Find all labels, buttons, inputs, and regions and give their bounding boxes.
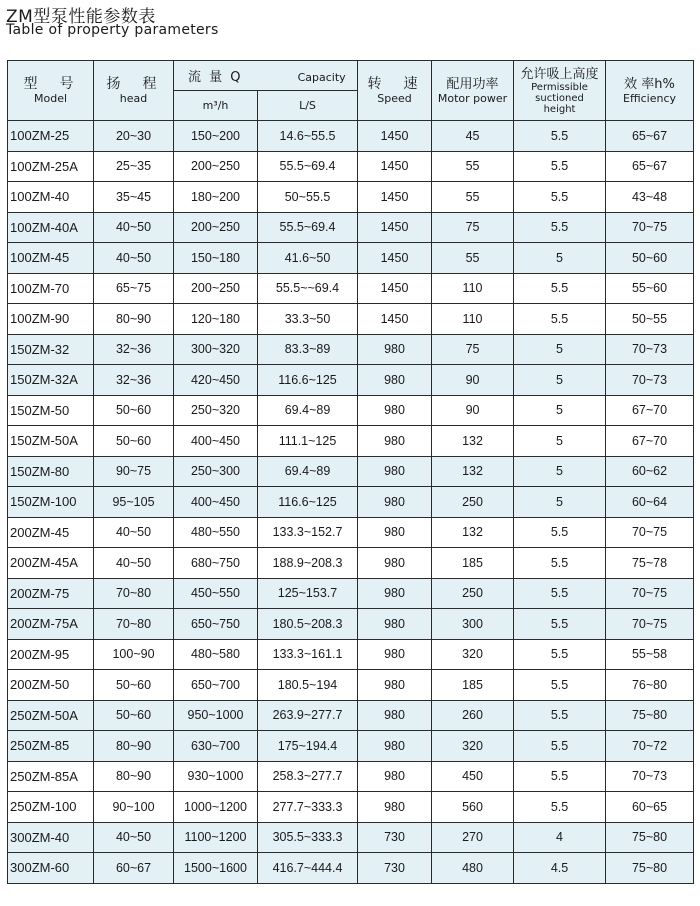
cell-head: 80~90 — [94, 304, 174, 335]
cell-suction-height: 5.5 — [514, 700, 606, 731]
cell-suction-height: 5.5 — [514, 639, 606, 670]
cell-head: 90~75 — [94, 456, 174, 487]
cell-model: 200ZM-45 — [8, 517, 94, 548]
cell-efficiency: 65~67 — [606, 151, 694, 182]
cell-model: 150ZM-32 — [8, 334, 94, 365]
cell-speed: 730 — [358, 822, 432, 853]
cell-speed: 980 — [358, 578, 432, 609]
cell-model: 150ZM-80 — [8, 456, 94, 487]
header-head-en: head — [119, 92, 148, 105]
cell-speed: 980 — [358, 792, 432, 823]
header-capacity-ls: L/S — [258, 91, 358, 121]
cell-model: 100ZM-25A — [8, 151, 94, 182]
cell-motor-power: 90 — [432, 395, 514, 426]
cell-capacity-m3h: 400~450 — [174, 426, 258, 457]
cell-capacity-m3h: 200~250 — [174, 151, 258, 182]
cell-motor-power: 320 — [432, 731, 514, 762]
cell-efficiency: 76~80 — [606, 670, 694, 701]
cell-head: 50~60 — [94, 670, 174, 701]
cell-head: 50~60 — [94, 395, 174, 426]
cell-capacity-m3h: 480~580 — [174, 639, 258, 670]
table-row — [8, 792, 694, 823]
cell-efficiency: 67~70 — [606, 395, 694, 426]
cell-suction-height: 5.5 — [514, 761, 606, 792]
cell-suction-height: 5.5 — [514, 182, 606, 213]
cell-head: 35~45 — [94, 182, 174, 213]
cell-head: 40~50 — [94, 548, 174, 579]
cell-suction-height: 5 — [514, 456, 606, 487]
cell-efficiency: 50~55 — [606, 304, 694, 335]
table-row — [8, 761, 694, 792]
cell-motor-power: 75 — [432, 334, 514, 365]
cell-motor-power: 132 — [432, 456, 514, 487]
header-head — [94, 61, 174, 121]
cell-motor-power: 45 — [432, 121, 514, 152]
header-motor-power-en: Motor power — [437, 91, 508, 105]
cell-capacity-ls: 111.1~125 — [258, 426, 358, 457]
cell-capacity-ls: 133.3~152.7 — [258, 517, 358, 548]
cell-efficiency: 60~64 — [606, 487, 694, 518]
cell-model: 100ZM-45 — [8, 243, 94, 274]
cell-capacity-ls: 116.6~125 — [258, 487, 358, 518]
cell-capacity-m3h: 650~750 — [174, 609, 258, 640]
page-subtitle: Table of property parameters — [6, 22, 219, 38]
cell-suction-height: 5.5 — [514, 304, 606, 335]
cell-motor-power: 55 — [432, 243, 514, 274]
cell-efficiency: 70~72 — [606, 731, 694, 762]
cell-speed: 980 — [358, 334, 432, 365]
cell-capacity-m3h: 1100~1200 — [174, 822, 258, 853]
cell-speed: 1450 — [358, 121, 432, 152]
cell-capacity-ls: 180.5~194 — [258, 670, 358, 701]
cell-head: 95~105 — [94, 487, 174, 518]
cell-capacity-m3h: 200~250 — [174, 273, 258, 304]
cell-suction-height: 5.5 — [514, 609, 606, 640]
cell-motor-power: 55 — [432, 151, 514, 182]
cell-capacity-m3h: 250~320 — [174, 395, 258, 426]
cell-speed: 980 — [358, 487, 432, 518]
cell-speed: 980 — [358, 548, 432, 579]
cell-capacity-ls: 55.5~69.4 — [258, 151, 358, 182]
table-row — [8, 853, 694, 884]
table-row — [8, 487, 694, 518]
table-row — [8, 548, 694, 579]
table-row — [8, 731, 694, 762]
cell-suction-height: 4 — [514, 822, 606, 853]
header-capacity — [174, 61, 358, 91]
cell-head: 32~36 — [94, 334, 174, 365]
cell-model: 200ZM-75 — [8, 578, 94, 609]
cell-speed: 980 — [358, 517, 432, 548]
header-head-cn: 扬 程 — [106, 76, 161, 92]
cell-model: 250ZM-85A — [8, 761, 94, 792]
cell-capacity-m3h: 300~320 — [174, 334, 258, 365]
table-row — [8, 609, 694, 640]
header-suction — [514, 61, 606, 121]
table-row — [8, 456, 694, 487]
table-row — [8, 700, 694, 731]
cell-efficiency: 43~48 — [606, 182, 694, 213]
cell-capacity-ls: 305.5~333.3 — [258, 822, 358, 853]
table-row — [8, 426, 694, 457]
cell-capacity-m3h: 950~1000 — [174, 700, 258, 731]
cell-speed: 980 — [358, 365, 432, 396]
cell-capacity-ls: 188.9~208.3 — [258, 548, 358, 579]
cell-head: 100~90 — [94, 639, 174, 670]
cell-capacity-m3h: 200~250 — [174, 212, 258, 243]
cell-motor-power: 260 — [432, 700, 514, 731]
cell-head: 90~100 — [94, 792, 174, 823]
cell-head: 40~50 — [94, 243, 174, 274]
cell-motor-power: 110 — [432, 304, 514, 335]
cell-speed: 1450 — [358, 304, 432, 335]
cell-efficiency: 75~78 — [606, 548, 694, 579]
cell-head: 40~50 — [94, 517, 174, 548]
cell-model: 150ZM-100 — [8, 487, 94, 518]
table-row — [8, 212, 694, 243]
cell-capacity-ls: 180.5~208.3 — [258, 609, 358, 640]
cell-speed: 1450 — [358, 243, 432, 274]
cell-speed: 980 — [358, 609, 432, 640]
cell-capacity-ls: 14.6~55.5 — [258, 121, 358, 152]
cell-speed: 980 — [358, 456, 432, 487]
table-body — [8, 121, 694, 884]
cell-capacity-m3h: 930~1000 — [174, 761, 258, 792]
cell-suction-height: 5.5 — [514, 151, 606, 182]
cell-capacity-m3h: 400~450 — [174, 487, 258, 518]
cell-model: 300ZM-60 — [8, 853, 94, 884]
table-row — [8, 243, 694, 274]
cell-motor-power: 55 — [432, 182, 514, 213]
cell-motor-power: 450 — [432, 761, 514, 792]
header-suction-en: Permissible suctioned height — [531, 81, 588, 115]
cell-model: 200ZM-45A — [8, 548, 94, 579]
header-model — [8, 61, 94, 121]
cell-efficiency: 70~75 — [606, 517, 694, 548]
cell-speed: 980 — [358, 761, 432, 792]
table-row — [8, 365, 694, 396]
header-model-cn: 型 号 — [23, 76, 78, 92]
header-motor-power-cn: 配用功率 — [446, 76, 499, 92]
cell-capacity-m3h: 680~750 — [174, 548, 258, 579]
cell-suction-height: 5 — [514, 426, 606, 457]
cell-model: 150ZM-32A — [8, 365, 94, 396]
cell-model: 100ZM-25 — [8, 121, 94, 152]
cell-speed: 1450 — [358, 151, 432, 182]
cell-model: 200ZM-95 — [8, 639, 94, 670]
cell-head: 32~36 — [94, 365, 174, 396]
header-suction-cn: 允许吸上高度 — [520, 66, 599, 82]
cell-speed: 730 — [358, 853, 432, 884]
table-row — [8, 395, 694, 426]
cell-efficiency: 75~80 — [606, 853, 694, 884]
cell-capacity-ls: 263.9~277.7 — [258, 700, 358, 731]
cell-suction-height: 4.5 — [514, 853, 606, 884]
cell-suction-height: 5.5 — [514, 792, 606, 823]
table-row — [8, 334, 694, 365]
cell-motor-power: 300 — [432, 609, 514, 640]
cell-efficiency: 70~73 — [606, 761, 694, 792]
cell-suction-height: 5.5 — [514, 670, 606, 701]
cell-capacity-ls: 258.3~277.7 — [258, 761, 358, 792]
cell-capacity-ls: 33.3~50 — [258, 304, 358, 335]
cell-speed: 1450 — [358, 212, 432, 243]
table-row — [8, 670, 694, 701]
cell-efficiency: 70~73 — [606, 334, 694, 365]
page-title: ZM型泵性能参数表 — [6, 7, 156, 27]
property-table — [7, 60, 694, 884]
cell-capacity-ls: 133.3~161.1 — [258, 639, 358, 670]
cell-efficiency: 70~75 — [606, 212, 694, 243]
cell-suction-height: 5 — [514, 395, 606, 426]
cell-model: 200ZM-50 — [8, 670, 94, 701]
header-speed — [358, 61, 432, 121]
cell-motor-power: 75 — [432, 212, 514, 243]
header-model-en: Model — [33, 92, 68, 105]
cell-suction-height: 5 — [514, 334, 606, 365]
cell-capacity-ls: 69.4~89 — [258, 395, 358, 426]
header-motor-power — [432, 61, 514, 121]
header-speed-cn: 转 速 — [367, 76, 422, 92]
cell-head: 80~90 — [94, 761, 174, 792]
cell-efficiency: 70~75 — [606, 609, 694, 640]
cell-efficiency: 55~58 — [606, 639, 694, 670]
cell-capacity-ls: 41.6~50 — [258, 243, 358, 274]
cell-capacity-ls: 69.4~89 — [258, 456, 358, 487]
cell-head: 25~35 — [94, 151, 174, 182]
table-row — [8, 273, 694, 304]
header-capacity-en: Capacity — [297, 71, 346, 84]
cell-suction-height: 5.5 — [514, 121, 606, 152]
cell-head: 65~75 — [94, 273, 174, 304]
header-efficiency — [606, 61, 694, 121]
cell-model: 250ZM-85 — [8, 731, 94, 762]
cell-motor-power: 480 — [432, 853, 514, 884]
cell-capacity-m3h: 630~700 — [174, 731, 258, 762]
cell-motor-power: 132 — [432, 426, 514, 457]
cell-suction-height: 5 — [514, 487, 606, 518]
cell-model: 100ZM-40A — [8, 212, 94, 243]
cell-head: 70~80 — [94, 609, 174, 640]
cell-model: 100ZM-70 — [8, 273, 94, 304]
cell-suction-height: 5.5 — [514, 548, 606, 579]
cell-speed: 1450 — [358, 273, 432, 304]
cell-motor-power: 270 — [432, 822, 514, 853]
cell-head: 40~50 — [94, 212, 174, 243]
cell-suction-height: 5.5 — [514, 578, 606, 609]
cell-motor-power: 320 — [432, 639, 514, 670]
table-row — [8, 151, 694, 182]
cell-capacity-m3h: 480~550 — [174, 517, 258, 548]
cell-model: 250ZM-50A — [8, 700, 94, 731]
cell-speed: 980 — [358, 395, 432, 426]
cell-motor-power: 250 — [432, 578, 514, 609]
cell-model: 200ZM-75A — [8, 609, 94, 640]
cell-head: 20~30 — [94, 121, 174, 152]
cell-capacity-m3h: 1000~1200 — [174, 792, 258, 823]
header-capacity-cn: 流 量 Q — [188, 70, 243, 85]
header-speed-en: Speed — [377, 92, 412, 105]
cell-suction-height: 5.5 — [514, 273, 606, 304]
cell-head: 70~80 — [94, 578, 174, 609]
cell-head: 50~60 — [94, 700, 174, 731]
cell-capacity-m3h: 250~300 — [174, 456, 258, 487]
cell-capacity-ls: 416.7~444.4 — [258, 853, 358, 884]
cell-suction-height: 5.5 — [514, 212, 606, 243]
cell-suction-height: 5 — [514, 365, 606, 396]
cell-head: 80~90 — [94, 731, 174, 762]
cell-model: 100ZM-40 — [8, 182, 94, 213]
cell-speed: 980 — [358, 731, 432, 762]
cell-capacity-ls: 277.7~333.3 — [258, 792, 358, 823]
cell-speed: 980 — [358, 670, 432, 701]
cell-head: 50~60 — [94, 426, 174, 457]
table-row — [8, 121, 694, 152]
cell-capacity-m3h: 450~550 — [174, 578, 258, 609]
cell-efficiency: 75~80 — [606, 822, 694, 853]
cell-suction-height: 5 — [514, 243, 606, 274]
cell-capacity-m3h: 650~700 — [174, 670, 258, 701]
cell-efficiency: 70~73 — [606, 365, 694, 396]
cell-head: 40~50 — [94, 822, 174, 853]
table-row — [8, 304, 694, 335]
cell-head: 60~67 — [94, 853, 174, 884]
cell-efficiency: 60~62 — [606, 456, 694, 487]
cell-capacity-ls: 55.5~~69.4 — [258, 273, 358, 304]
cell-speed: 980 — [358, 639, 432, 670]
cell-model: 250ZM-100 — [8, 792, 94, 823]
cell-capacity-m3h: 420~450 — [174, 365, 258, 396]
cell-suction-height: 5.5 — [514, 517, 606, 548]
cell-capacity-ls: 116.6~125 — [258, 365, 358, 396]
cell-efficiency: 67~70 — [606, 426, 694, 457]
cell-motor-power: 250 — [432, 487, 514, 518]
cell-speed: 1450 — [358, 182, 432, 213]
cell-capacity-ls: 83.3~89 — [258, 334, 358, 365]
table-row — [8, 182, 694, 213]
cell-motor-power: 110 — [432, 273, 514, 304]
cell-capacity-ls: 50~55.5 — [258, 182, 358, 213]
cell-capacity-m3h: 1500~1600 — [174, 853, 258, 884]
cell-suction-height: 5.5 — [514, 731, 606, 762]
table-row — [8, 578, 694, 609]
cell-efficiency: 55~60 — [606, 273, 694, 304]
cell-capacity-ls: 55.5~69.4 — [258, 212, 358, 243]
cell-efficiency: 75~80 — [606, 700, 694, 731]
cell-motor-power: 90 — [432, 365, 514, 396]
cell-efficiency: 70~75 — [606, 578, 694, 609]
table-row — [8, 639, 694, 670]
cell-motor-power: 132 — [432, 517, 514, 548]
header-efficiency-en: Efficiency — [623, 91, 677, 105]
cell-model: 150ZM-50 — [8, 395, 94, 426]
cell-model: 150ZM-50A — [8, 426, 94, 457]
cell-capacity-m3h: 150~200 — [174, 121, 258, 152]
cell-efficiency: 60~65 — [606, 792, 694, 823]
cell-capacity-m3h: 120~180 — [174, 304, 258, 335]
cell-speed: 980 — [358, 426, 432, 457]
cell-motor-power: 185 — [432, 670, 514, 701]
cell-capacity-m3h: 150~180 — [174, 243, 258, 274]
cell-motor-power: 185 — [432, 548, 514, 579]
cell-efficiency: 50~60 — [606, 243, 694, 274]
cell-efficiency: 65~67 — [606, 121, 694, 152]
cell-capacity-m3h: 180~200 — [174, 182, 258, 213]
table-row — [8, 822, 694, 853]
table-row — [8, 517, 694, 548]
cell-model: 100ZM-90 — [8, 304, 94, 335]
header-efficiency-cn: 效 率h% — [624, 76, 675, 92]
cell-speed: 980 — [358, 700, 432, 731]
header-capacity-m3h: m³/h — [174, 91, 258, 121]
cell-capacity-ls: 175~194.4 — [258, 731, 358, 762]
cell-model: 300ZM-40 — [8, 822, 94, 853]
cell-capacity-ls: 125~153.7 — [258, 578, 358, 609]
cell-motor-power: 560 — [432, 792, 514, 823]
